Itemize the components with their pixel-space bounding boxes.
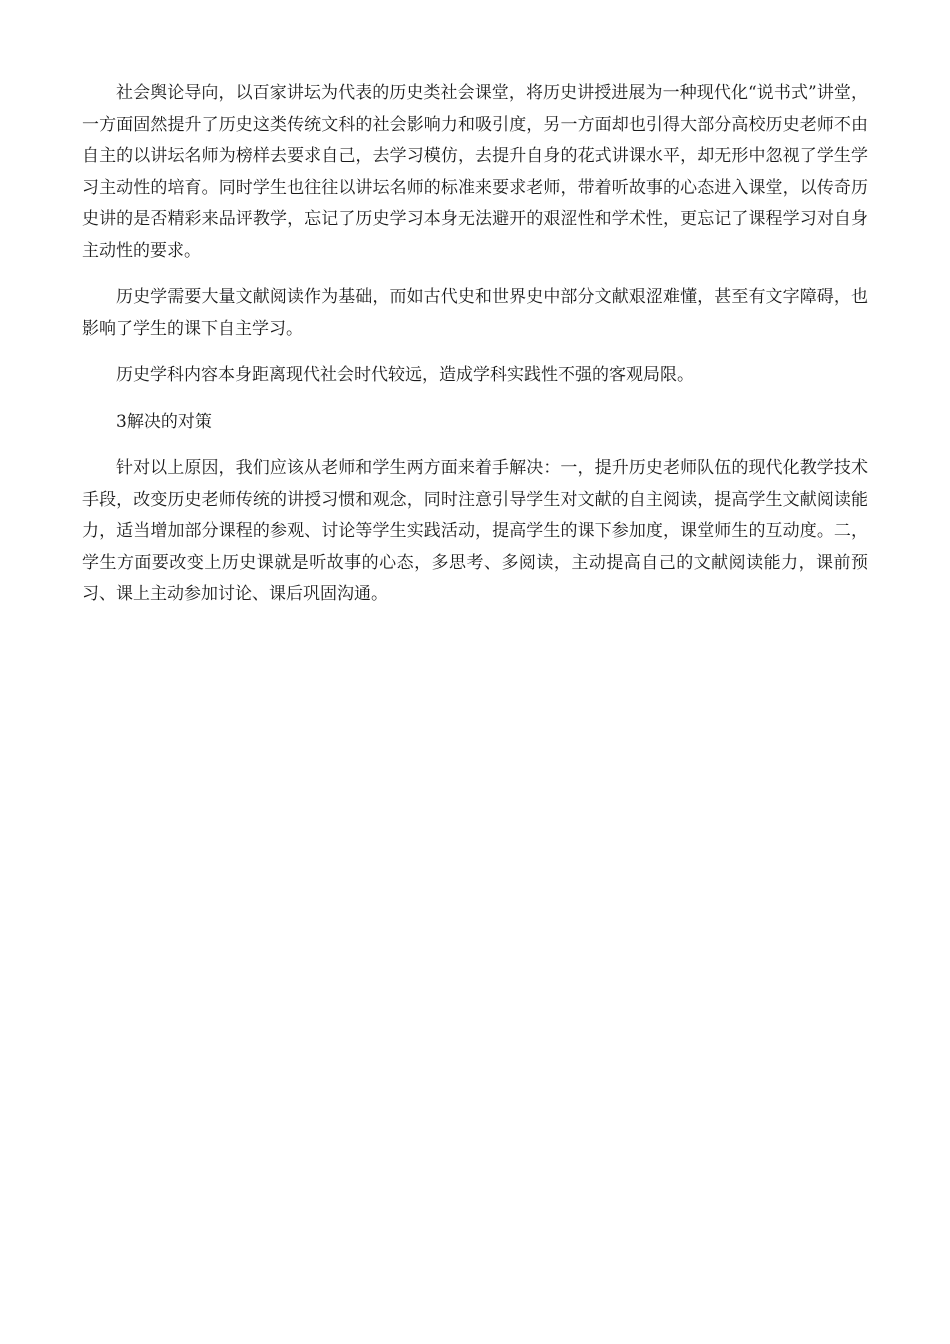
paragraph-subject-distance: 历史学科内容本身距离现代社会时代较远，造成学科实践性不强的客观局限。 (116, 365, 694, 385)
paragraph-literature-reading: 历史学需要大量文献阅读作为基础，而如古代史和世界史中部分文献艰涩难懂，甚至有文字障碍，也影响了学生的课下自主学习。 (82, 287, 868, 339)
document-body (82, 78, 868, 626)
paragraph-public-opinion: 社会舆论导向，以百家讲坛为代表的历史类社会课堂，将历史讲授进展为一种现代化“说书式”讲堂，一方面固然提升了历史这类传统文科的社会影响力和吸引度，另一方面却也引得大部分高校历史老师不由自主的以讲坛名师为榜样去要求自己，去学习模仿，去提升自身的花式讲课水平，却无形中忽视了学生学习主动性的培育。同时学生也往往以讲坛名师的标准来要求老师，带着听故事的心态进入课堂，以传奇历史讲的是否精彩来品评教学，忘记了历史学习本身无法避开的艰涩性和学术性，更忘记了课程学习对自身主动性的要求。 (82, 83, 868, 261)
section-heading: 3解决的对策 (116, 411, 212, 432)
paragraph-solutions: 针对以上原因，我们应该从老师和学生两方面来着手解决：一，提升历史老师队伍的现代化教学技术手段，改变历史老师传统的讲授习惯和观念，同时注意引导学生对文献的自主阅读，提高学生文献阅读能力，适当增加部分课程的参观、讨论等学生实践活动，提高学生的课下参加度，课堂师生的互动度。二，学生方面要改变上历史课就是听故事的心态，多思考、多阅读，主动提高自己的文献阅读能力，课前预习、课上主动参加讨论、课后巩固沟通。 (82, 458, 868, 604)
